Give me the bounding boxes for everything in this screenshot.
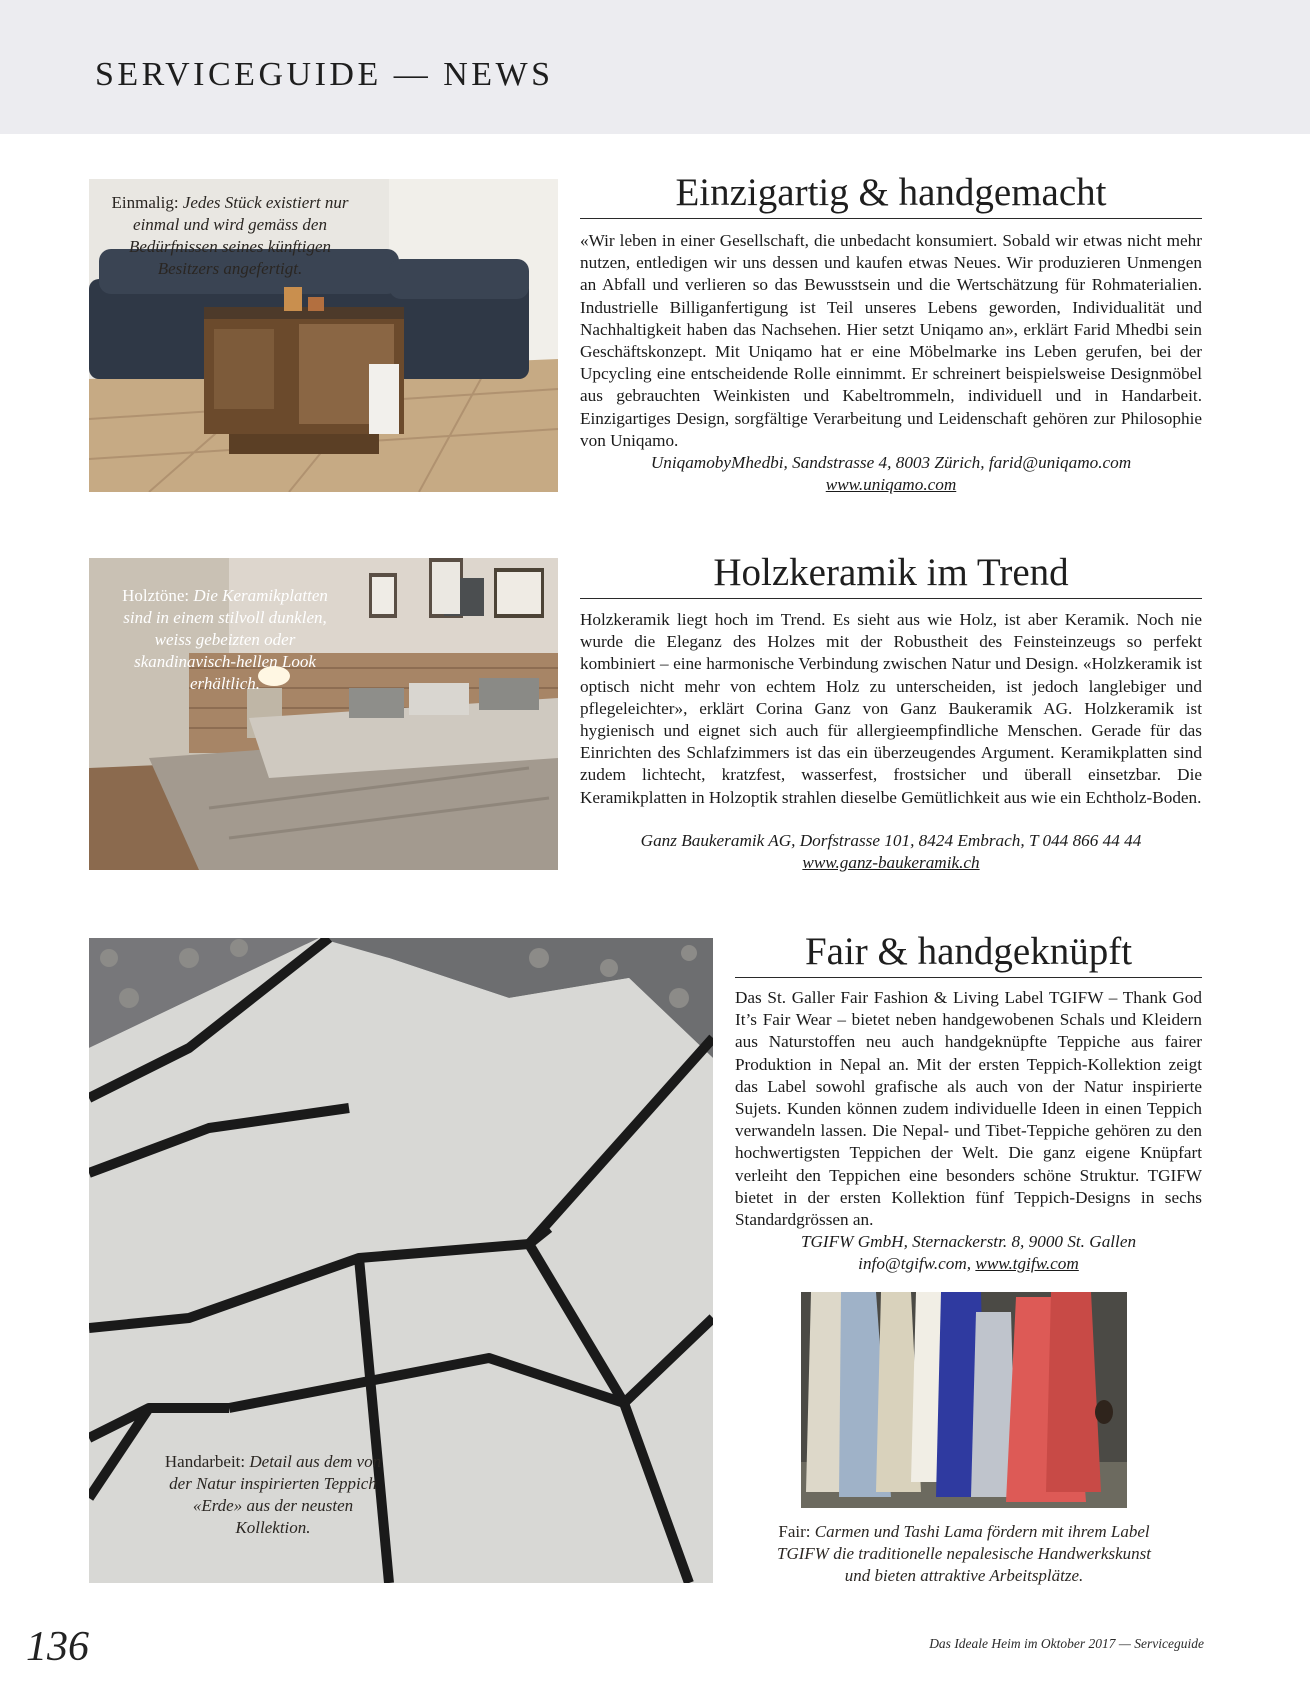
contact-holzkeramik: Ganz Baukeramik AG, Dorfstrasse 101, 8424 Embrach, T 044 866 44 44 www.ganz-baukeramik.ch <box>640 831 1142 873</box>
coffee-table-caption: Einmalig: Jedes Stück existiert nur einmal und wird gemäss den Bedürfnissen seines künftigen Besitzers angefertigt. <box>111 193 349 278</box>
headline-fair: Fair & handgeknüpft <box>735 929 1202 978</box>
section-title: SERVICEGUIDE — NEWS <box>95 56 554 93</box>
yarn-photo <box>801 1292 1127 1508</box>
link-ganz-baukeramik[interactable]: www.ganz-baukeramik.ch <box>802 853 980 873</box>
bedroom-caption: Holztöne: Die Keramikplatten sind in einem stilvoll dunklen, weiss gebeizten oder skandinavisch-hellen Look erhältlich. <box>122 586 328 693</box>
footer-text: Das Ideale Heim im Oktober 2017 — Serviceguide <box>929 1636 1204 1651</box>
article-body-fair: Das St. Galler Fair Fashion & Living Label TGIFW – Thank God It’s Fair Wear – bietet neben handgewobenen Schals und Kleidern aus Naturstoffen neu auch handgeknüpfte Teppiche aus fairer Produktion in Nepal an. Mit der ersten Teppich-Kollektion zeigt das Label sowohl grafische als auch von der Natur inspirierte Sujets. Kunden können zudem individuelle Ideen in einen Teppich verwandeln lassen. Die Nepal- und Tibet-Teppiche gehören zu den hochwertigsten Teppichen der Welt. Die ganz eigene Knüpfart verleiht den Teppichen eine besonders schöne Struktur. TGIFW bietet in der ersten Kollektion fünf Teppich-Designs in sechs Standardgrössen an. <box>735 988 1202 1230</box>
article-body-holzkeramik: Holzkeramik liegt hoch im Trend. Es sieht aus wie Holz, ist aber Keramik. Noch nie wurde die Eleganz des Holzes mit der Robustheit des Feinsteinzeugs so perfekt kombiniert – eine harmonische Verbindung zwischen Natur und Design. «Holzkeramik ist optisch nicht mehr von echtem Holz zu unterscheiden, ist jedoch langlebiger und pflegeleichter», erklärt Corina Ganz von Ganz Baukeramik AG. Holzkeramik ist hygienisch und eignet sich auch für allergieempfindliche Menschen. Gerade für das Einrichten des Schlafzimmers ist das ein überzeugendes Argument. Keramikplatten sind zudem lichtecht, kratzfest, wasserfest, frostsicher und überall einsetzbar. Die Keramikplatten in Holzoptik strahlen dieselbe Gemütlichkeit aus wie ein Echtholz-Boden. <box>580 610 1202 807</box>
link-tgifw[interactable]: www.tgifw.com <box>975 1254 1079 1274</box>
headline-holzkeramik: Holzkeramik im Trend <box>580 550 1202 599</box>
carpet-caption: Handarbeit: Detail aus dem von der Natur inspirierten Teppich «Erde» aus der neusten Kollektion. <box>164 1452 382 1537</box>
yarn-caption: Fair: Carmen und Tashi Lama fördern mit ihrem Label TGIFW die traditionelle nepalesische Handwerkskunst und bieten attraktive Arbeitsplätze. <box>777 1522 1151 1585</box>
page-number: 136 <box>26 1624 89 1670</box>
contact-einzigartig: UniqamobyMhedbi, Sandstrasse 4, 8003 Zürich, farid@uniqamo.com www.uniqamo.com <box>650 453 1132 495</box>
headline-einzigartig: Einzigartig & handgemacht <box>580 170 1202 219</box>
contact-fair: TGIFW GmbH, Sternackerstr. 8, 9000 St. Gallen info@tgifw.com, www.tgifw.com <box>800 1232 1137 1274</box>
email-tgifw[interactable]: info@tgifw.com, <box>858 1254 972 1274</box>
article-body-einzigartig: «Wir leben in einer Gesellschaft, die unbedacht konsumiert. Sobald wir etwas nicht mehr nutzen, entledigen wir uns dessen und kaufen etwas Neues. Wir produzieren Unmengen an Abfall und verlieren so das Bewusstsein und die Wertschätzung für Rohmaterialien. Industrielle Billiganfertigung ist Teil unseres Lebens geworden, Individualität und Nachhaltigkeit haben das Nachsehen. Hier setzt Uniqamo an», erklärt Farid Mhedbi sein Geschäftskonzept. Mit Uniqamo hat er eine Möbelmarke ins Leben gerufen, bei der Upcycling eine entscheidende Rolle einnimmt. Er schreinert beispielsweise Designmöbel aus gebrauchten Weinkisten und Kabeltrommeln, individuell und in Handarbeit. Einzigartiges Design, sorgfältige Verarbeitung und Leidenschaft gehören zur Philosophie von Uniqamo. <box>580 231 1202 450</box>
link-uniqamo[interactable]: www.uniqamo.com <box>825 475 957 495</box>
